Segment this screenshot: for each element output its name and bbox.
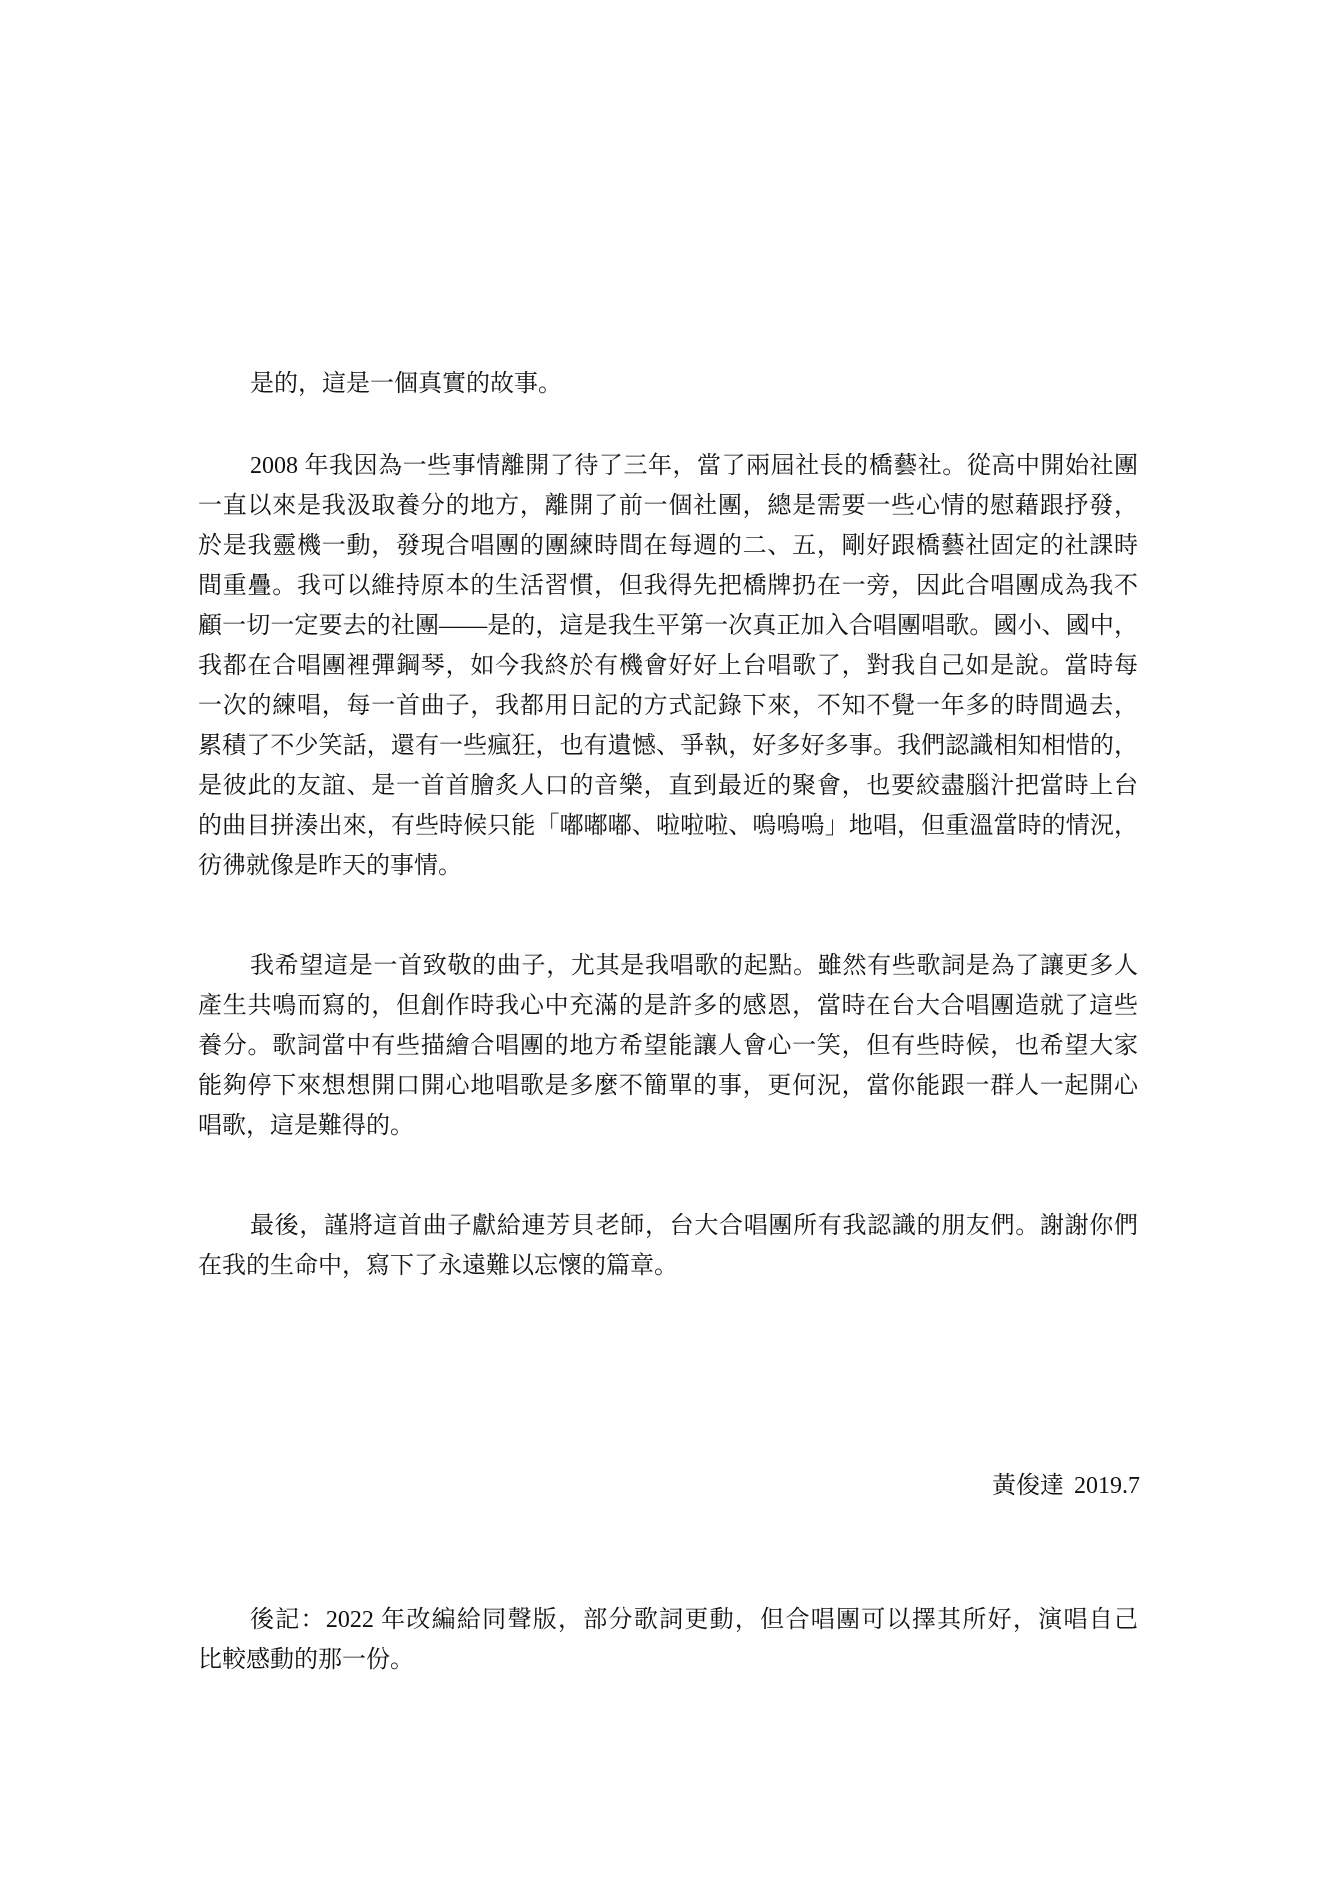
- text-line: 於是我靈機一動，發現合唱團的團練時間在每週的二、五，剛好跟橋藝社固定的社課時: [198, 533, 1138, 559]
- text-line: 後記：2022 年改編給同聲版，部分歌詞更動，但合唱團可以擇其所好，演唱自己: [250, 1607, 1138, 1633]
- text-line: 最後，謹將這首曲子獻給連芳貝老師，台大合唱團所有我認識的朋友們。謝謝你們: [250, 1213, 1138, 1239]
- text-line: 產生共鳴而寫的，但創作時我心中充滿的是許多的感恩，當時在台大合唱團造就了這些: [198, 993, 1138, 1019]
- signature: [992, 1466, 1140, 1506]
- text-line: 養分。歌詞當中有些描繪合唱團的地方希望能讓人會心一笑，但有些時候，也希望大家: [198, 1033, 1138, 1059]
- text-line: 我希望這是一首致敬的曲子，尤其是我唱歌的起點。雖然有些歌詞是為了讓更多人: [250, 953, 1138, 979]
- paragraph-dedication: [198, 1206, 1138, 1286]
- paragraph-tribute: [198, 946, 1138, 1146]
- text-line: 比較感動的那一份。: [198, 1647, 414, 1673]
- signature-author: 黃俊達: [992, 1473, 1064, 1499]
- text-line: 是的，這是一個真實的故事。: [250, 371, 562, 397]
- text-line: 一直以來是我汲取養分的地方，離開了前一個社團，總是需要一些心情的慰藉跟抒發，: [198, 493, 1138, 519]
- paragraph-intro: [198, 364, 1138, 404]
- text-line: 顧一切一定要去的社團——是的，這是我生平第一次真正加入合唱團唱歌。國小、國中，: [198, 613, 1138, 639]
- text-line: 2008 年我因為一些事情離開了待了三年，當了兩屆社長的橋藝社。從高中開始社團: [250, 453, 1138, 479]
- text-line: 唱歌，這是難得的。: [198, 1113, 414, 1139]
- text-line: 能夠停下來想想開口開心地唱歌是多麼不簡單的事，更何況，當你能跟一群人一起開心: [198, 1073, 1138, 1099]
- postscript: [198, 1600, 1138, 1680]
- text-line: 彷彿就像是昨天的事情。: [198, 853, 462, 879]
- text-line: 累積了不少笑話，還有一些瘋狂，也有遺憾、爭執，好多好多事。我們認識相知相惜的，: [198, 733, 1138, 759]
- text-line: 是彼此的友誼、是一首首膾炙人口的音樂，直到最近的聚會，也要絞盡腦汁把當時上台: [198, 773, 1138, 799]
- text-line: 一次的練唱，每一首曲子，我都用日記的方式記錄下來，不知不覺一年多的時間過去，: [198, 693, 1138, 719]
- text-line: 的曲目拼湊出來，有些時候只能「嘟嘟嘟、啦啦啦、嗚嗚嗚」地唱，但重溫當時的情況，: [198, 813, 1138, 839]
- text-line: 我都在合唱團裡彈鋼琴，如今我終於有機會好好上台唱歌了，對我自己如是說。當時每: [198, 653, 1138, 679]
- paragraph-story: [198, 446, 1138, 886]
- text-line: 在我的生命中，寫下了永遠難以忘懷的篇章。: [198, 1253, 678, 1279]
- text-line: 間重疊。我可以維持原本的生活習慣，但我得先把橋牌扔在一旁，因此合唱團成為我不: [198, 573, 1138, 599]
- signature-date: 2019.7: [1074, 1473, 1140, 1499]
